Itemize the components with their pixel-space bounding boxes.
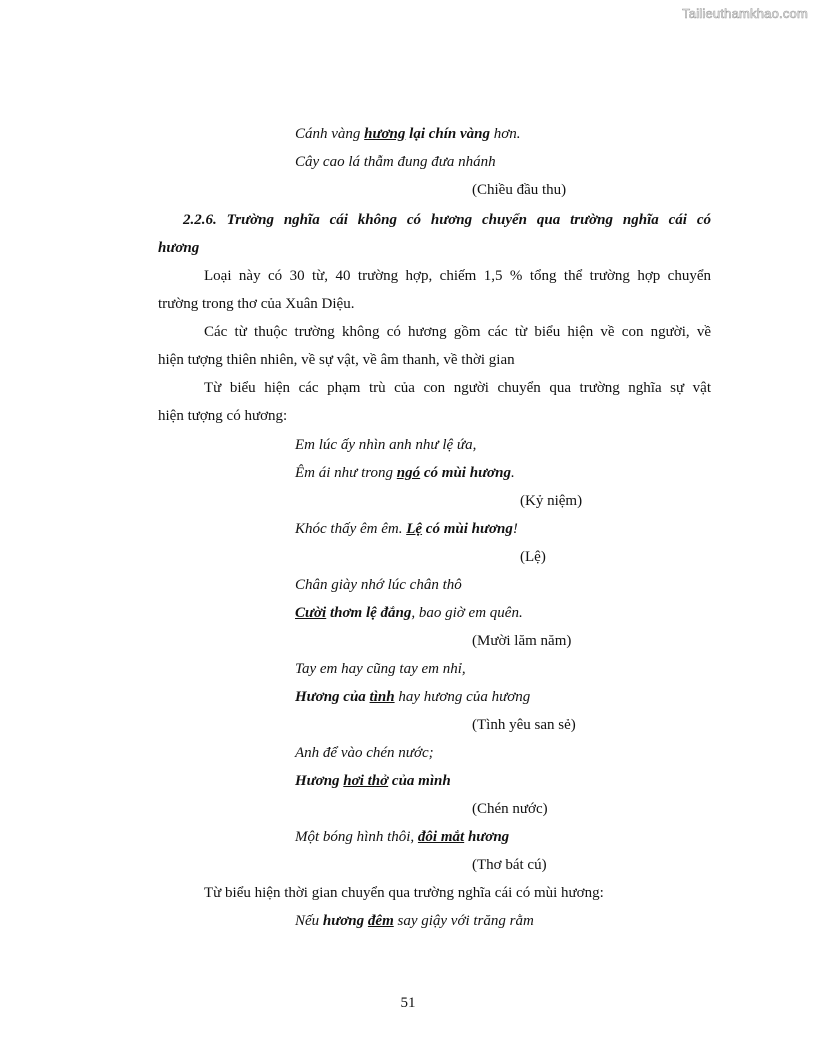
- paragraph-line: Từ biểu hiện các phạm trù của con người chuyển qua trường nghĩa sự vật: [204, 380, 711, 396]
- verse-text: hay hương của hương: [394, 689, 531, 705]
- verse-source: (Tình yêu san sẻ): [472, 717, 576, 733]
- poem-line: [295, 124, 521, 144]
- verse-text: , bao giờ em quên.: [411, 605, 523, 621]
- verse-emphasis: Lệ: [406, 521, 423, 537]
- verse-line: [295, 687, 530, 707]
- paragraph-line: Từ biểu hiện thời gian chuyển qua trường nghĩa cái có mùi hương:: [204, 885, 604, 901]
- verse-text: Êm ái như trong: [295, 465, 397, 481]
- verse-source: (Mười lăm năm): [472, 633, 572, 649]
- verse-emphasis: ngó: [396, 465, 421, 481]
- verse-source: (Kỷ niệm): [520, 493, 583, 509]
- verse-source: (Thơ bát cú): [472, 857, 547, 873]
- verse-source: (Lệ): [520, 549, 546, 565]
- verse-line: [295, 911, 534, 931]
- verse-emphasis: Hương của: [295, 689, 370, 705]
- verse-emphasis: Hương: [295, 773, 344, 789]
- verse-text: Nếu: [295, 913, 323, 929]
- verse-line: [295, 603, 523, 623]
- verse-emphasis: tình: [369, 689, 395, 705]
- verse-emphasis: Cười: [295, 605, 327, 621]
- verse-text: !: [512, 521, 518, 537]
- paragraph-line: trường trong thơ của Xuân Diệu.: [158, 296, 355, 312]
- verse-emphasis: có mùi hương: [422, 521, 513, 537]
- verse-source: (Chén nước): [472, 801, 548, 817]
- section-heading-cont: hương: [158, 240, 200, 256]
- verse-text: Cánh vàng: [295, 126, 365, 142]
- verse-line: Em lúc ấy nhìn anh như lệ ứa,: [295, 437, 477, 453]
- page-number: 51: [400, 995, 416, 1011]
- verse-line: [295, 519, 518, 539]
- verse-emphasis: đêm: [367, 913, 394, 929]
- verse-text: say giậy với trăng rằm: [393, 913, 534, 929]
- verse-line: [295, 463, 515, 483]
- verse-emphasis: của mình: [388, 773, 451, 789]
- watermark: Tailieuthamkhao.com: [682, 6, 808, 21]
- verse-emphasis: lại chín vàng: [405, 126, 491, 142]
- verse-line: Chân giày nhớ lúc chân thô: [295, 577, 462, 593]
- verse-emphasis: hương: [464, 829, 510, 845]
- verse-line: Anh để vào chén nước;: [295, 745, 434, 761]
- paragraph-line: hiện tượng thiên nhiên, về sự vật, về âm thanh, về thời gian: [158, 352, 515, 368]
- poem-source: (Chiều đầu thu): [472, 182, 567, 198]
- verse-emphasis: hương: [322, 913, 365, 929]
- section-heading: 2.2.6. Trường nghĩa cái không có hương chuyển qua trường nghĩa cái có: [183, 212, 711, 228]
- verse-text: hơn.: [490, 126, 521, 142]
- paragraph-line: Các từ thuộc trường không có hương gồm các từ biểu hiện về con người, về: [204, 324, 711, 340]
- verse-emphasis: hơi thở: [343, 773, 389, 789]
- verse-emphasis: đôi mắt: [417, 829, 465, 845]
- verse-line: Tay em hay cũng tay em nhỉ,: [295, 661, 466, 677]
- verse-line: [295, 827, 509, 847]
- paragraph-line: Loại này có 30 từ, 40 trường hợp, chiếm 1,5 % tổng thể trường hợp chuyển: [204, 268, 711, 284]
- verse-emphasis: thơm lệ đắng: [326, 605, 412, 621]
- verse-line: [295, 771, 451, 791]
- verse-text: Khóc thấy êm êm.: [295, 521, 407, 537]
- paragraph-line: hiện tượng có hương:: [158, 408, 288, 424]
- poem-line: Cây cao lá thẫm đung đưa nhánh: [295, 154, 496, 170]
- verse-emphasis: hương: [364, 126, 406, 142]
- verse-emphasis: có mùi hương: [420, 465, 511, 481]
- verse-text: Một bóng hình thôi,: [295, 829, 418, 845]
- verse-text: .: [510, 465, 515, 481]
